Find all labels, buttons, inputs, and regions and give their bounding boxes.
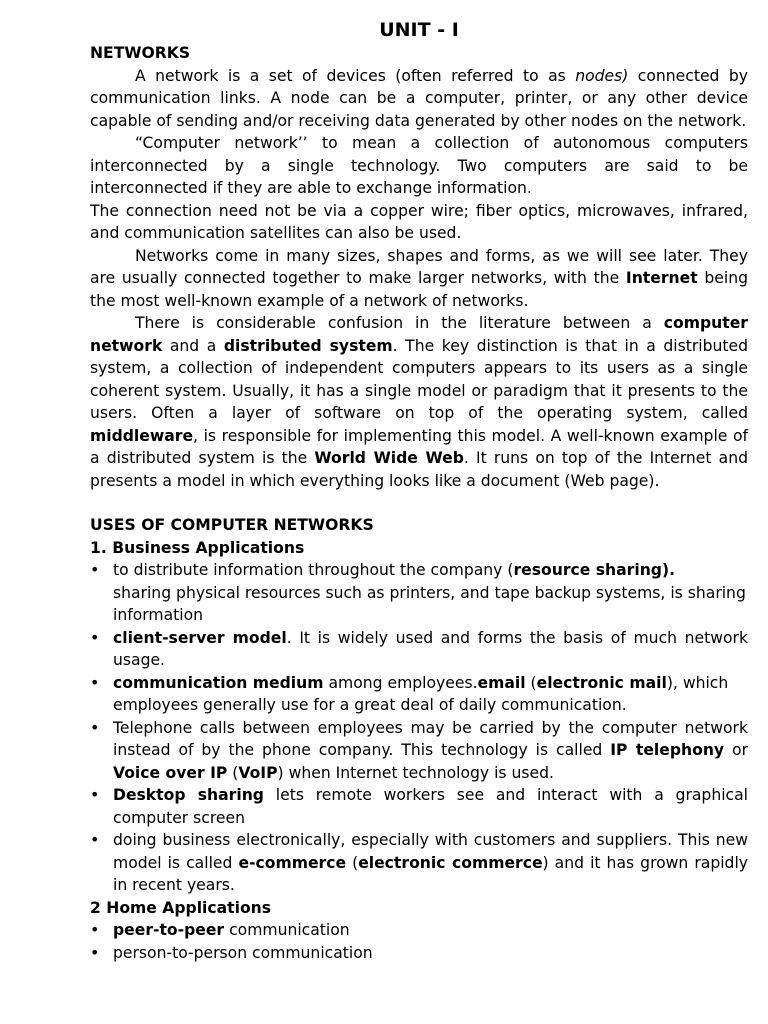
bold-text: Voice over IP (113, 763, 228, 782)
text: being the most well-known example of a network of networks. (90, 269, 748, 310)
list-item (90, 627, 748, 672)
bold-text: Desktop sharing (113, 786, 264, 804)
bold-text: IP telephony (610, 741, 725, 759)
bullet-icon (90, 919, 106, 942)
text: ( (227, 763, 239, 782)
paragraph-connection-media: The connection need not be via a copper wire; fiber optics, microwaves, infrared, and communication satellites can also be used. (90, 201, 748, 242)
text: ) when Internet technology is used. (277, 763, 554, 782)
home-applications-list (90, 919, 748, 964)
list-item (90, 559, 748, 627)
text: lets remote workers see and interact with a graphical computer screen (113, 786, 749, 827)
bold-text: resource sharing). (513, 561, 676, 579)
text: ( (525, 673, 537, 692)
list-item (90, 717, 748, 785)
text: and a (162, 336, 224, 355)
text: Networks come in many sizes, shapes and forms, as we will see later. They are usually connected together to make larger networks, with the (90, 246, 748, 287)
text: , is responsible for implementing this model. A well-known example of a distributed system is the (90, 426, 748, 467)
paragraph-network-sizes (90, 245, 748, 313)
italic-text: nodes) (575, 66, 629, 85)
text: person-to-person communication (113, 943, 373, 962)
bullet-icon (90, 559, 106, 582)
text: doing business electronically, especially with customers and suppliers. This new model is called (113, 831, 748, 872)
bold-text: middleware (90, 426, 194, 445)
bold-text: electronic mail (536, 673, 667, 692)
unit-title: UNIT - I (379, 19, 459, 41)
text: . It is widely used and forms the basis of much network usage. (113, 628, 749, 669)
bold-text: communication medium (113, 673, 324, 692)
text: communication (224, 921, 350, 939)
text: There is considerable confusion in the literature between a (135, 314, 664, 332)
business-applications-list (90, 559, 748, 897)
list-item (90, 672, 748, 717)
bold-text: distributed system (223, 336, 393, 355)
bullet-icon (90, 717, 106, 740)
text: among employees. (323, 673, 478, 692)
text: connected by communication links. A node can be a computer, printer, or any other device capable of sending and/or receiving data generated by other nodes on the network. (90, 66, 748, 130)
bold-text: email (477, 673, 526, 692)
bullet-icon (90, 784, 106, 807)
list-item (90, 784, 748, 829)
paragraph-network-definition (90, 65, 748, 133)
text: or (724, 741, 748, 759)
text: A network is a set of devices (often referred to as (135, 66, 576, 85)
home-applications-heading: 2 Home Applications (90, 898, 272, 917)
text: Telephone calls between employees may be carried by the computer network instead of by the phone company. This technology is called (113, 718, 748, 759)
list-item (90, 829, 748, 897)
bullet-icon (90, 829, 106, 852)
bullet-icon (90, 942, 106, 965)
paragraph-computer-network: “Computer network’’ to mean a collection of autonomous computers interconnected by a single technology. Two computers are said to be interconnected if they are able to exchange information. (90, 134, 748, 197)
text: ) and it has grown rapidly in recent years. (113, 853, 749, 894)
bold-text: electronic commerce (358, 853, 543, 872)
networks-heading: NETWORKS (90, 44, 191, 62)
text: . It runs on top of the Internet and presents a model in which everything looks like a document (Web page). (90, 449, 748, 490)
document-page (90, 18, 748, 964)
list-item (90, 942, 748, 965)
bullet-icon (90, 627, 106, 650)
bold-text: client-server model (113, 628, 287, 647)
text: ), which employees generally use for a great deal of daily communication. (113, 673, 729, 714)
text: to distribute information throughout the company ( (113, 561, 514, 579)
bold-text: World Wide Web (314, 449, 464, 467)
bullet-icon (90, 672, 106, 695)
bold-text: e-commerce (238, 853, 347, 872)
paragraph-distributed-system (90, 312, 748, 492)
bold-text: computer network (90, 314, 748, 355)
text: ( (346, 853, 359, 872)
bold-text: VoIP (238, 763, 278, 782)
uses-heading: USES OF COMPUTER NETWORKS (90, 516, 374, 534)
text: sharing physical resources such as printers, and tape backup systems, is sharing information (113, 583, 746, 624)
business-applications-heading: 1. Business Applications (90, 538, 305, 557)
text: . The key distinction is that in a distributed system, a collection of independent computers appears to its users as a single coherent system. Usually, it has a single model or paradigm that it presents to the users. Often a layer of software on top of the operating system, called (90, 336, 749, 422)
spacer (90, 492, 748, 514)
bold-text: peer-to-peer (113, 921, 225, 939)
bold-text: Internet (625, 269, 698, 287)
list-item (90, 919, 748, 942)
